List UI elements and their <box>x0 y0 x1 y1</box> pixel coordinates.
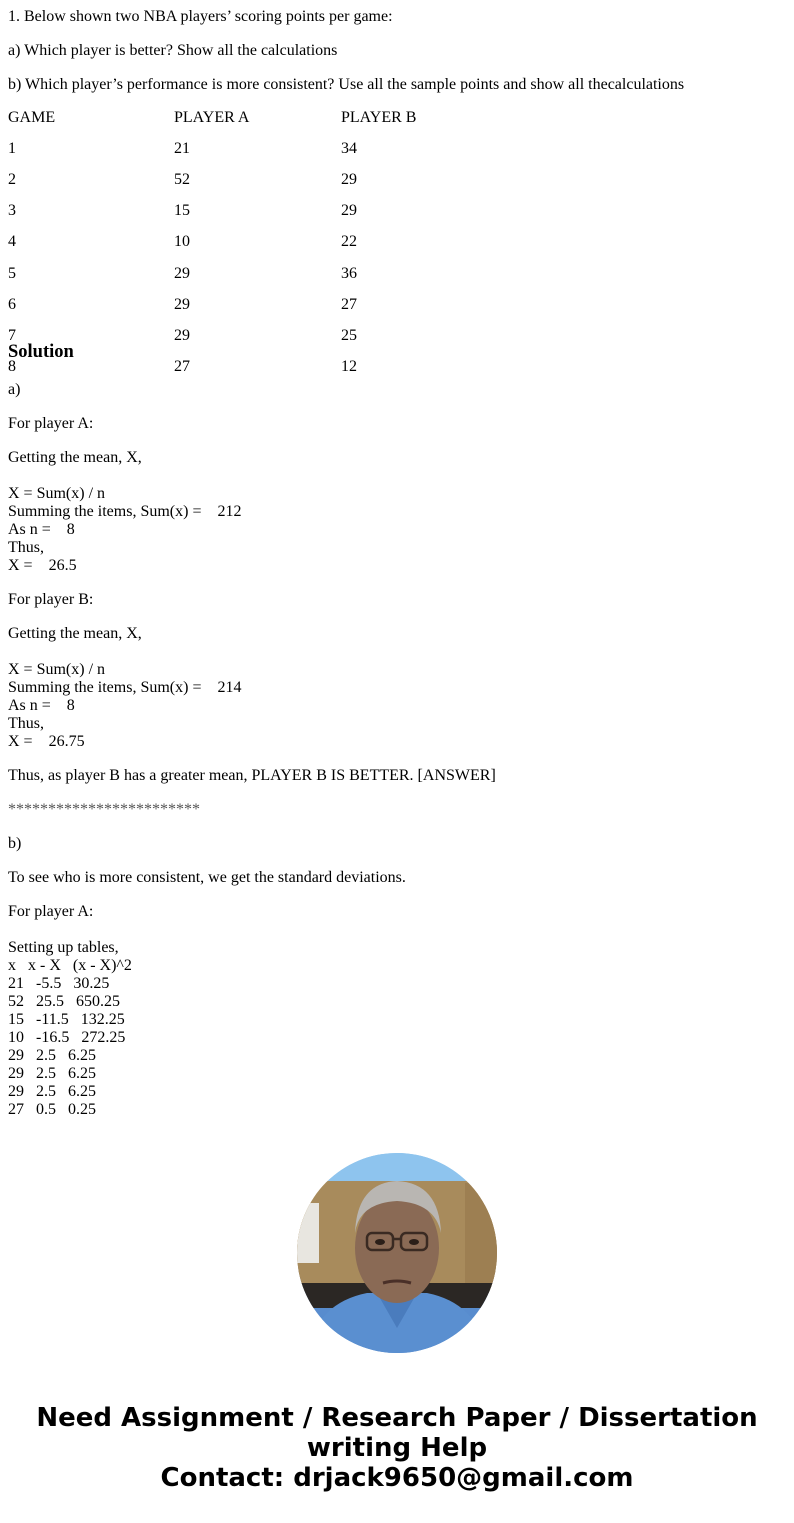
setup-tables-text: Setting up tables, <box>8 939 119 956</box>
deviation-table-header: x x - X (x - X)^2 <box>8 957 132 974</box>
header-player-b: PLAYER B <box>341 109 417 126</box>
cell-player-a: 21 <box>174 140 190 157</box>
cell-game: 4 <box>8 233 16 250</box>
cell-game: 6 <box>8 296 16 313</box>
question-part-a: a) Which player is better? Show all the calculations <box>8 42 338 59</box>
cell-player-a: 29 <box>174 265 190 282</box>
part-b-player-a-heading: For player A: <box>8 903 94 920</box>
player-b-mean-result: X = 26.75 <box>8 733 85 750</box>
table-row <box>0 327 600 345</box>
deviation-row: 29 2.5 6.25 <box>8 1047 96 1064</box>
footer-line-1: Need Assignment / Research Paper / Dissertation <box>36 1403 758 1433</box>
player-a-heading: For player A: <box>8 415 94 432</box>
cell-player-b: 36 <box>341 265 357 282</box>
table-row <box>0 233 600 251</box>
tutor-avatar-photo <box>297 1153 497 1353</box>
part-a-label: a) <box>8 381 21 398</box>
player-a-n: As n = 8 <box>8 521 75 538</box>
cell-player-b: 27 <box>341 296 357 313</box>
deviation-row: 52 25.5 650.25 <box>8 993 120 1010</box>
cell-player-a: 10 <box>174 233 190 250</box>
table-row <box>0 171 600 189</box>
player-b-thus: Thus, <box>8 715 44 732</box>
deviation-row: 15 -11.5 132.25 <box>8 1011 125 1028</box>
table-row <box>0 358 600 376</box>
table-header-row <box>0 109 600 127</box>
solution-title: Solution <box>8 342 74 362</box>
part-b-label: b) <box>8 835 22 852</box>
question-part-b: b) Which player’s performance is more consistent? Use all the sample points and show all thecalculations <box>8 76 685 93</box>
player-b-heading: For player B: <box>8 591 94 608</box>
header-game: GAME <box>8 109 56 126</box>
cell-game: 3 <box>8 202 16 219</box>
player-b-n: As n = 8 <box>8 697 75 714</box>
player-b-mean-intro: Getting the mean, X, <box>8 625 142 642</box>
cell-player-b: 29 <box>341 171 357 188</box>
deviation-row: 27 0.5 0.25 <box>8 1101 96 1118</box>
cell-player-b: 12 <box>341 358 357 375</box>
player-a-mean-intro: Getting the mean, X, <box>8 449 142 466</box>
cell-game: 5 <box>8 265 16 282</box>
cell-game: 7 <box>8 327 16 344</box>
cell-player-a: 15 <box>174 202 190 219</box>
header-player-a: PLAYER A <box>174 109 250 126</box>
player-a-mean-result: X = 26.5 <box>8 557 77 574</box>
cell-player-a: 29 <box>174 327 190 344</box>
cell-player-b: 34 <box>341 140 357 157</box>
separator: ************************ <box>8 801 200 818</box>
table-row <box>0 140 600 158</box>
question-intro: 1. Below shown two NBA players’ scoring points per game: <box>8 8 393 25</box>
cell-player-b: 29 <box>341 202 357 219</box>
cell-game: 1 <box>8 140 16 157</box>
table-row <box>0 202 600 220</box>
player-a-thus: Thus, <box>8 539 44 556</box>
deviation-row: 29 2.5 6.25 <box>8 1083 96 1100</box>
cell-game: 8 <box>8 358 16 375</box>
cell-player-b: 25 <box>341 327 357 344</box>
table-row <box>0 265 600 283</box>
cell-player-a: 29 <box>174 296 190 313</box>
cell-player-a: 27 <box>174 358 190 375</box>
part-b-intro: To see who is more consistent, we get the standard deviations. <box>8 869 406 886</box>
deviation-row: 10 -16.5 272.25 <box>8 1029 126 1046</box>
footer-contact-banner <box>0 1403 794 1493</box>
player-a-formula: X = Sum(x) / n <box>8 485 106 502</box>
part-a-conclusion: Thus, as player B has a greater mean, PLAYER B IS BETTER. [ANSWER] <box>8 767 496 784</box>
cell-player-b: 22 <box>341 233 357 250</box>
player-a-sum: Summing the items, Sum(x) = 212 <box>8 503 242 520</box>
cell-player-a: 52 <box>174 171 190 188</box>
footer-line-2: writing Help <box>306 1433 488 1463</box>
player-b-formula: X = Sum(x) / n <box>8 661 106 678</box>
deviation-row: 21 -5.5 30.25 <box>8 975 110 992</box>
deviation-row: 29 2.5 6.25 <box>8 1065 96 1082</box>
table-row <box>0 296 600 314</box>
player-b-sum: Summing the items, Sum(x) = 214 <box>8 679 242 696</box>
cell-game: 2 <box>8 171 16 188</box>
person-portrait-icon <box>297 1153 497 1353</box>
footer-contact-email: Contact: drjack9650@gmail.com <box>160 1463 634 1493</box>
